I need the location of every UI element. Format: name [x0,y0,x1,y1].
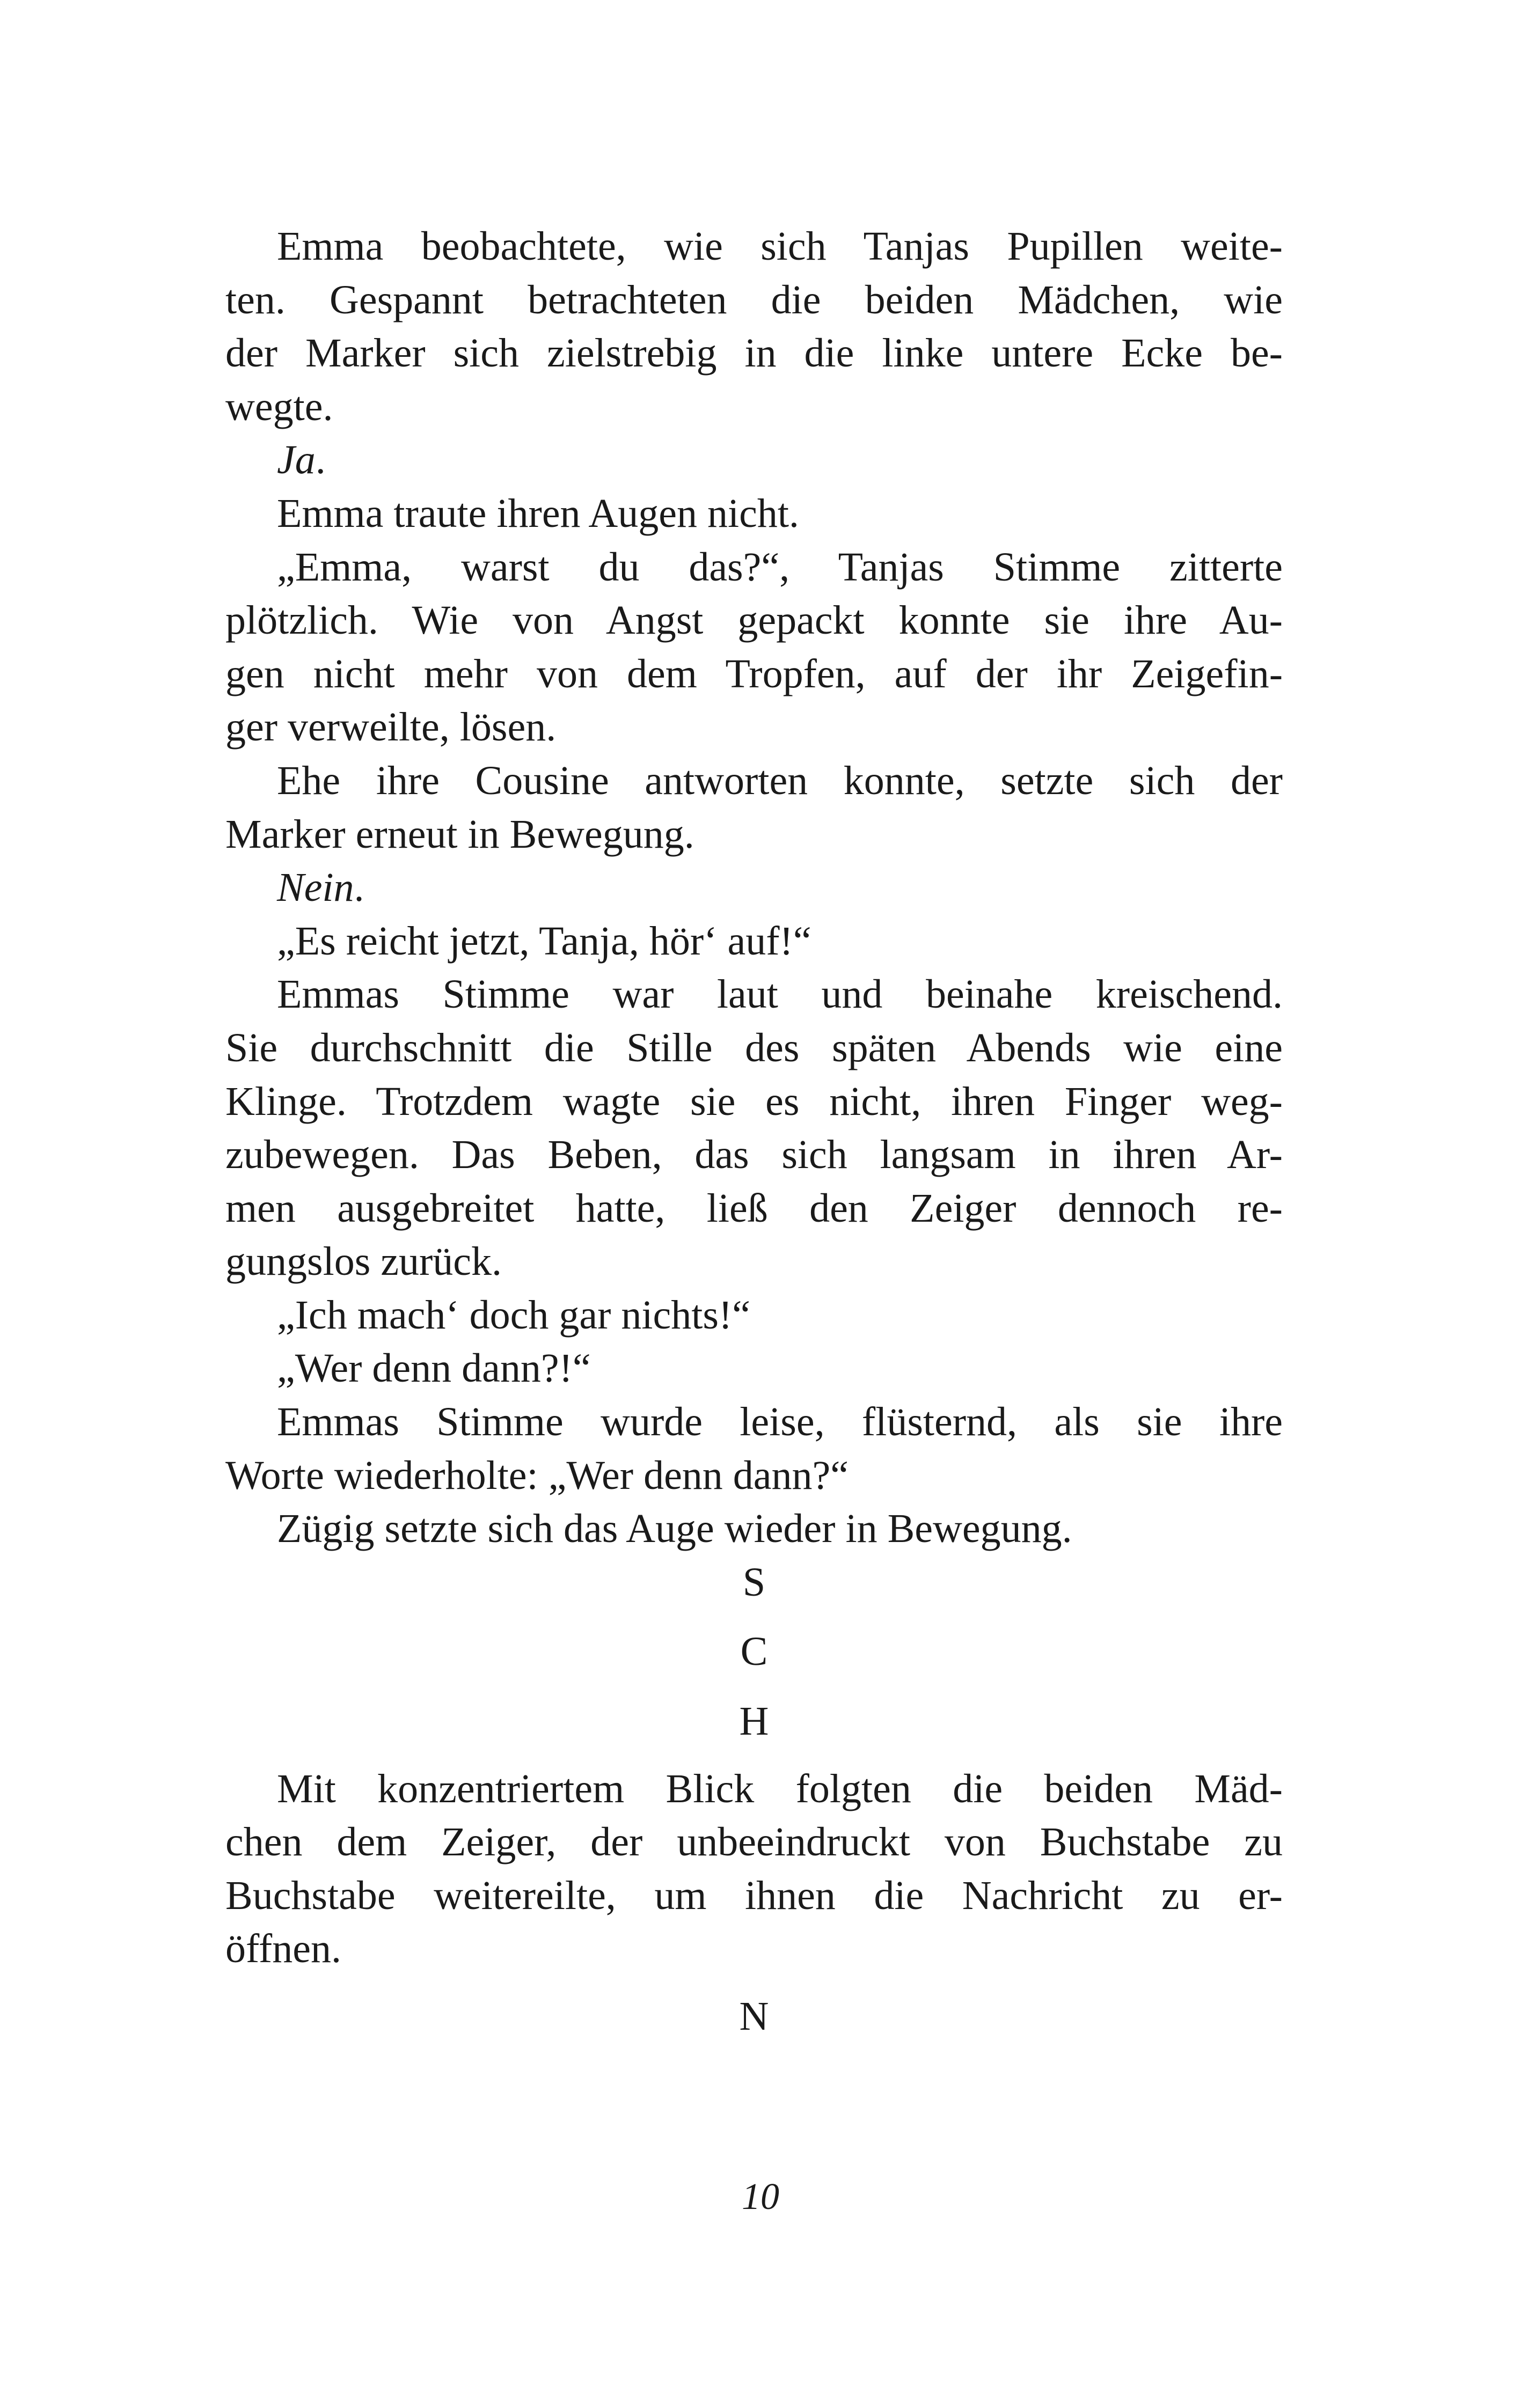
text-line: Emmas Stimme wurde leise, flüsternd, als sie ihre [277,1399,1283,1445]
text-line: Buchstabe weitereilte, um ihnen die Nachricht zu er- [225,1873,1283,1918]
text-line: gen nicht mehr von dem Tropfen, auf der ihr Zeigefin- [225,651,1283,696]
text-line: chen dem Zeiger, der unbeeindruckt von Buchstabe zu [225,1819,1283,1865]
text-line: „Emma, warst du das?“, Tanjas Stimme zitterte [277,544,1283,590]
text-line: ten. Gespannt betrachteten die beiden Mädchen, wie [225,277,1283,322]
text-line: öffnen. [225,1926,341,1972]
spacer [225,1976,1283,1990]
punctuation: . [315,437,326,483]
text-line: „Wer denn dann?!“ [277,1346,591,1391]
spelled-letter: H [739,1699,769,1744]
text-line-italic [225,861,1283,915]
text-line: plötzlich. Wie von Angst gepackt konnte sie ihre Au- [225,598,1283,643]
text-line: ger verweilte, lösen. [225,704,557,750]
text-line-italic [225,434,1283,487]
page-number: 10 [742,2176,779,2218]
text-line: Mit konzentriertem Blick folgten die beiden Mäd- [277,1766,1283,1811]
text-line: men ausgebreitet hatte, ließ den Zeiger dennoch re- [225,1185,1283,1231]
text-line: Sie durchschnitt die Stille des späten Abends wie eine [225,1025,1283,1070]
spelled-letter: S [742,1559,766,1605]
text-line: „Es reicht jetzt, Tanja, hör‘ auf!“ [277,918,811,964]
text-line: der Marker sich zielstrebig in die linke untere Ecke be- [225,331,1283,376]
text-line: Ehe ihre Cousine antworten konnte, setzte sich der [277,758,1283,803]
text-line: Marker erneut in Bewegung. [225,811,694,857]
text-line: Emmas Stimme war laut und beinahe kreischend. [277,972,1283,1017]
spacer [225,1609,1283,1625]
text-line: Worte wiederholte: „Wer denn dann?“ [225,1452,849,1498]
spacer [225,1749,1283,1763]
text-line: Klinge. Trotzdem wagte sie es nicht, ihren Finger weg- [225,1078,1283,1124]
page-text [225,220,1283,2044]
spacer [225,1679,1283,1695]
text-line: zubewegen. Das Beben, das sich langsam in ihren Ar- [225,1132,1283,1178]
punctuation: . [354,865,364,911]
text-line: gungslos zurück. [225,1239,502,1284]
text-line: Emma traute ihren Augen nicht. [277,490,799,536]
text-line: Emma beobachtete, wie sich Tanjas Pupillen weite- [277,224,1283,269]
text-line: „Ich mach‘ doch gar nichts!“ [277,1292,751,1338]
text-line: Zügig setzte sich das Auge wieder in Bewegung. [277,1506,1072,1552]
italic-word: Ja [277,437,316,483]
italic-word: Nein [277,865,354,911]
text-line: wegte. [225,384,333,429]
spelled-letter: C [740,1629,768,1675]
spelled-letter: N [739,1994,769,2039]
